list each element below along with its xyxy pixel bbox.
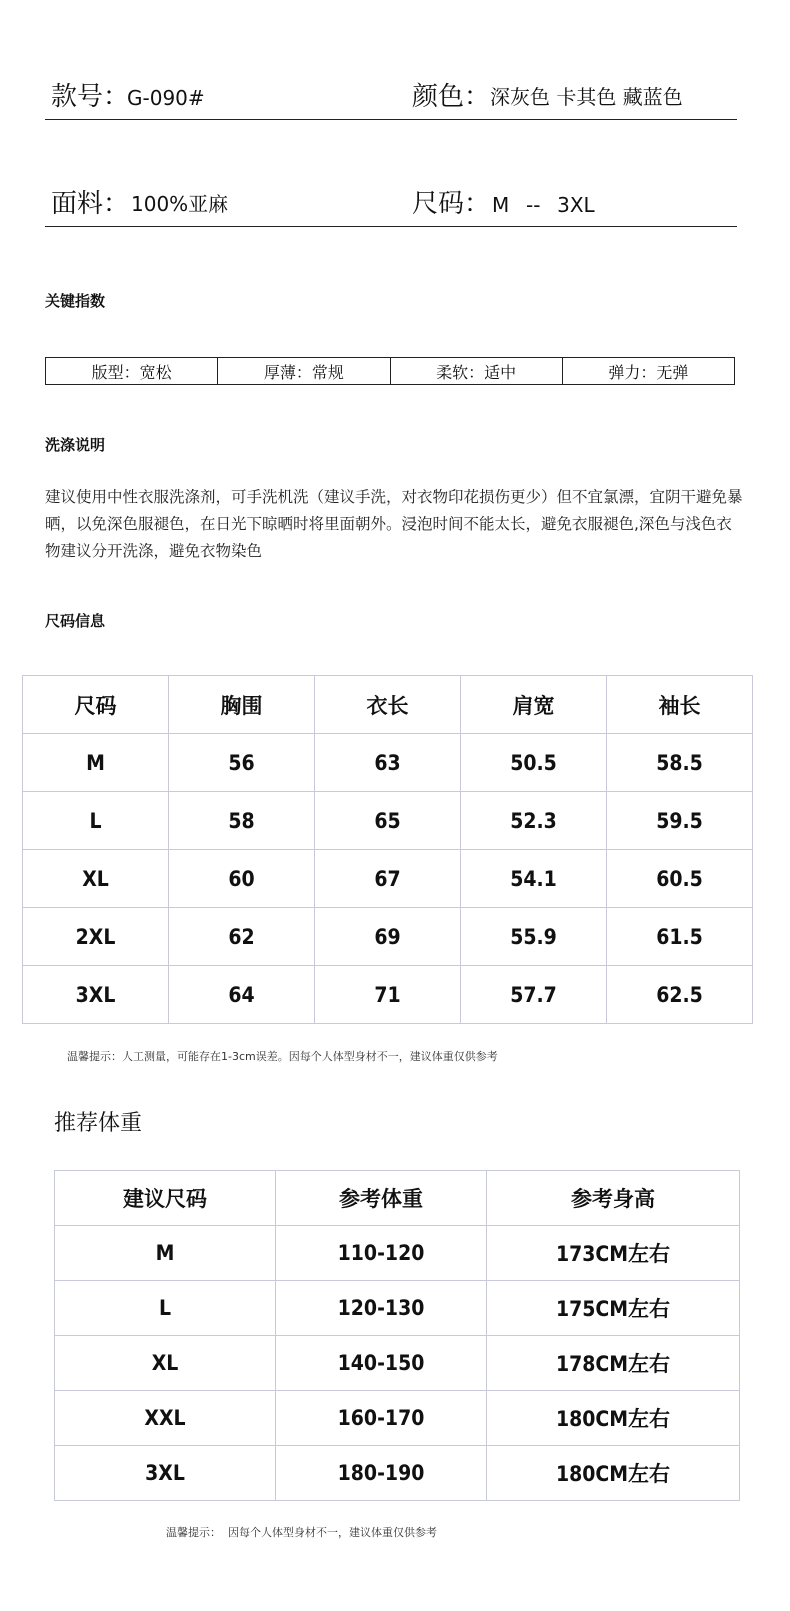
- header-cell: 参考身高: [487, 1171, 740, 1226]
- table-cell: 55.9: [461, 908, 607, 966]
- table-cell: 56: [169, 734, 315, 792]
- table-row: [55, 1391, 740, 1446]
- table-cell: 62: [169, 908, 315, 966]
- header-cell: 尺码: [23, 676, 169, 734]
- table-cell: 60.5: [607, 850, 753, 908]
- attr-fit: 版型：宽松: [91, 362, 172, 382]
- table-row: [23, 850, 753, 908]
- table-cell: M: [55, 1226, 276, 1281]
- wash-title: 洗涤说明: [45, 436, 106, 454]
- table-row: [23, 966, 753, 1024]
- table-cell: 3XL: [55, 1446, 276, 1501]
- table-cell: 69: [315, 908, 461, 966]
- size-info-title: 尺码信息: [45, 612, 106, 630]
- table-cell: 60: [169, 850, 315, 908]
- key-index-table: [45, 357, 735, 385]
- table-row: [55, 1446, 740, 1501]
- wash-instructions: 建议使用中性衣服洗涤剂，可手洗机洗（建议手洗，对衣物印花损伤更少）但不宜氯漂，宜阴干避免暴晒，以免深色服褪色，在日光下晾晒时将里面朝外。浸泡时间不能太长，避免衣服褪色,深色与浅色衣物建议分开洗涤，避免衣物染色: [45, 488, 743, 560]
- table-cell: 64: [169, 966, 315, 1024]
- attr-elasticity: 弹力：无弹: [562, 358, 734, 384]
- table-cell: 160-170: [276, 1391, 487, 1446]
- table-cell: 180CM左右: [487, 1391, 740, 1446]
- table-cell: L: [55, 1281, 276, 1336]
- table-cell: 3XL: [23, 966, 169, 1024]
- table-cell: 54.1: [461, 850, 607, 908]
- table-cell: 58: [169, 792, 315, 850]
- header-cell: 肩宽: [461, 676, 607, 734]
- table-cell: 63: [315, 734, 461, 792]
- table-cell: L: [23, 792, 169, 850]
- table-cell: 52.3: [461, 792, 607, 850]
- table-cell: 61.5: [607, 908, 753, 966]
- table-cell: 65: [315, 792, 461, 850]
- size-range-value: M -- 3XL: [492, 193, 595, 217]
- table-cell: 178CM左右: [487, 1336, 740, 1391]
- attr-softness: 柔软：适中: [390, 358, 562, 384]
- weight-title: 推荐体重: [54, 1111, 143, 1136]
- header-cell: 建议尺码: [55, 1171, 276, 1226]
- size-note: 温馨提示：人工测量，可能存在1-3cm误差。因每个人体型身材不一，建议体重仅供参考: [67, 1050, 498, 1063]
- table-row: [23, 734, 753, 792]
- table-cell: 180CM左右: [487, 1446, 740, 1501]
- size-table: [22, 675, 753, 1024]
- table-cell: 180-190: [276, 1446, 487, 1501]
- table-cell: XL: [23, 850, 169, 908]
- spec-row-fabric-size: [45, 190, 737, 227]
- table-cell: 173CM左右: [487, 1226, 740, 1281]
- attr-thickness: 厚薄：常规: [217, 358, 389, 384]
- table-cell: XL: [55, 1336, 276, 1391]
- table-row: [55, 1336, 740, 1391]
- style-label: 款号：: [51, 82, 130, 112]
- table-cell: M: [23, 734, 169, 792]
- header-cell: 参考体重: [276, 1171, 487, 1226]
- table-cell: 140-150: [276, 1336, 487, 1391]
- header-cell: 袖长: [607, 676, 753, 734]
- table-row: [55, 1226, 740, 1281]
- table-cell: 71: [315, 966, 461, 1024]
- weight-note: 温馨提示： 因每个人体型身材不一，建议体重仅供参考: [166, 1526, 437, 1539]
- table-row: [55, 1281, 740, 1336]
- table-cell: 58.5: [607, 734, 753, 792]
- table-row: [23, 908, 753, 966]
- size-range-label: 尺码：: [412, 189, 491, 219]
- table-cell: 59.5: [607, 792, 753, 850]
- table-cell: 120-130: [276, 1281, 487, 1336]
- table-cell: 67: [315, 850, 461, 908]
- fabric-value: 100%亚麻: [131, 192, 229, 216]
- weight-table-header: [55, 1171, 740, 1226]
- color-value: 深灰色 卡其色 藏蓝色: [490, 85, 683, 109]
- table-cell: 110-120: [276, 1226, 487, 1281]
- color-label: 颜色：: [412, 82, 491, 112]
- fabric-label: 面料：: [51, 189, 130, 219]
- table-row: [23, 792, 753, 850]
- table-cell: 57.7: [461, 966, 607, 1024]
- size-table-header: [23, 676, 753, 734]
- style-value: G-090#: [127, 86, 205, 110]
- table-cell: 50.5: [461, 734, 607, 792]
- weight-table: [54, 1170, 740, 1501]
- table-cell: 175CM左右: [487, 1281, 740, 1336]
- key-index-title: 关键指数: [45, 292, 106, 310]
- table-cell: 62.5: [607, 966, 753, 1024]
- table-cell: XXL: [55, 1391, 276, 1446]
- spec-row-style-color: [45, 83, 737, 120]
- header-cell: 衣长: [315, 676, 461, 734]
- header-cell: 胸围: [169, 676, 315, 734]
- table-cell: 2XL: [23, 908, 169, 966]
